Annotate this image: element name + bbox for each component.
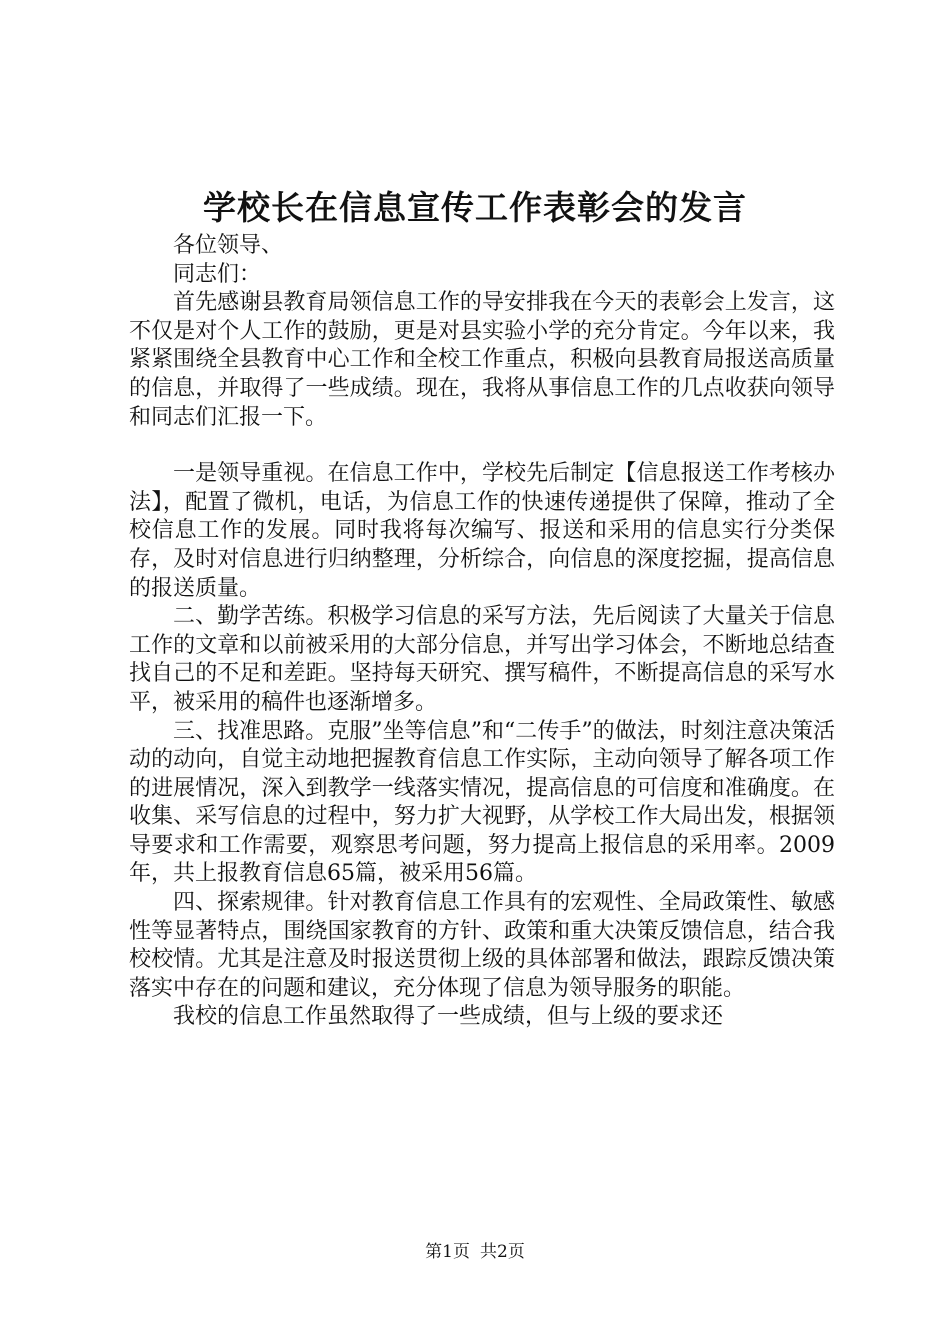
salutation-line: 同志们： bbox=[173, 261, 262, 287]
body-paragraph: 我校的信息工作虽然取得了一些成绩，但与上级的要求还 bbox=[173, 1004, 724, 1030]
document-body bbox=[129, 232, 835, 1032]
body-paragraph: 四、探索规律。针对教育信息工作具有的宏观性、全局政策性、敏感性等显著特点，围绕国家教育的方针、政策和重大决策反馈信息，结合我校校情。尤其是注意及时报送贯彻上级的具体部署和做法，跟踪反馈决策落实中存在的问题和建议，充分体现了信息为领导服务的职能。 bbox=[129, 890, 835, 1001]
body-paragraph: 二、勤学苦练。积极学习信息的采写方法，先后阅读了大量关于信息工作的文章和以前被采用的大部分信息，并写出学习体会，不断地总结查找自己的不足和差距。坚持每天研究、撰写稿件，不断提高信息的采写水平，被采用的稿件也逐渐增多。 bbox=[129, 604, 835, 715]
salutation-line: 各位领导、 bbox=[173, 233, 284, 258]
document-title: 学校长在信息宣传工作表彰会的发言 bbox=[203, 188, 747, 227]
body-paragraph: 三、找准思路。克服”坐等信息”和“二传手”的做法，时刻注意决策活动的动向，自觉主动地把握教育信息工作实际，主动向领导了解各项工作的进展情况，深入到教学一线落实情况，提高信息的可信度和准确度。在收集、采写信息的过程中，努力扩大视野，从学校工作大局出发，根据领导要求和工作需要，观察思考问题，努力提高上报信息的采用率。2009年，共上报教育信息65篇，被采用56篇。 bbox=[129, 718, 835, 887]
body-paragraph: 首先感谢县教育局领信息工作的导安排我在今天的表彰会上发言，这不仅是对个人工作的鼓励，更是对县实验小学的充分肯定。今年以来，我紧紧围绕全县教育中心工作和全校工作重点，积极向县教育局报送高质量的信息，并取得了一些成绩。现在，我将从事信息工作的几点收获向领导和同志们汇报一下。 bbox=[129, 290, 835, 430]
body-paragraph: 一是领导重视。在信息工作中，学校先后制定【信息报送工作考核办法】，配置了微机，电话，为信息工作的快速传递提供了保障，推动了全校信息工作的发展。同时我将每次编写、报送和采用的信息实行分类保存，及时对信息进行归纳整理，分析综合，向信息的深度挖掘，提高信息的报送质量。 bbox=[129, 461, 835, 601]
page-total: 共2页 bbox=[480, 1242, 525, 1262]
page-number: 第1页 bbox=[425, 1242, 470, 1262]
page-footer bbox=[0, 1240, 950, 1264]
